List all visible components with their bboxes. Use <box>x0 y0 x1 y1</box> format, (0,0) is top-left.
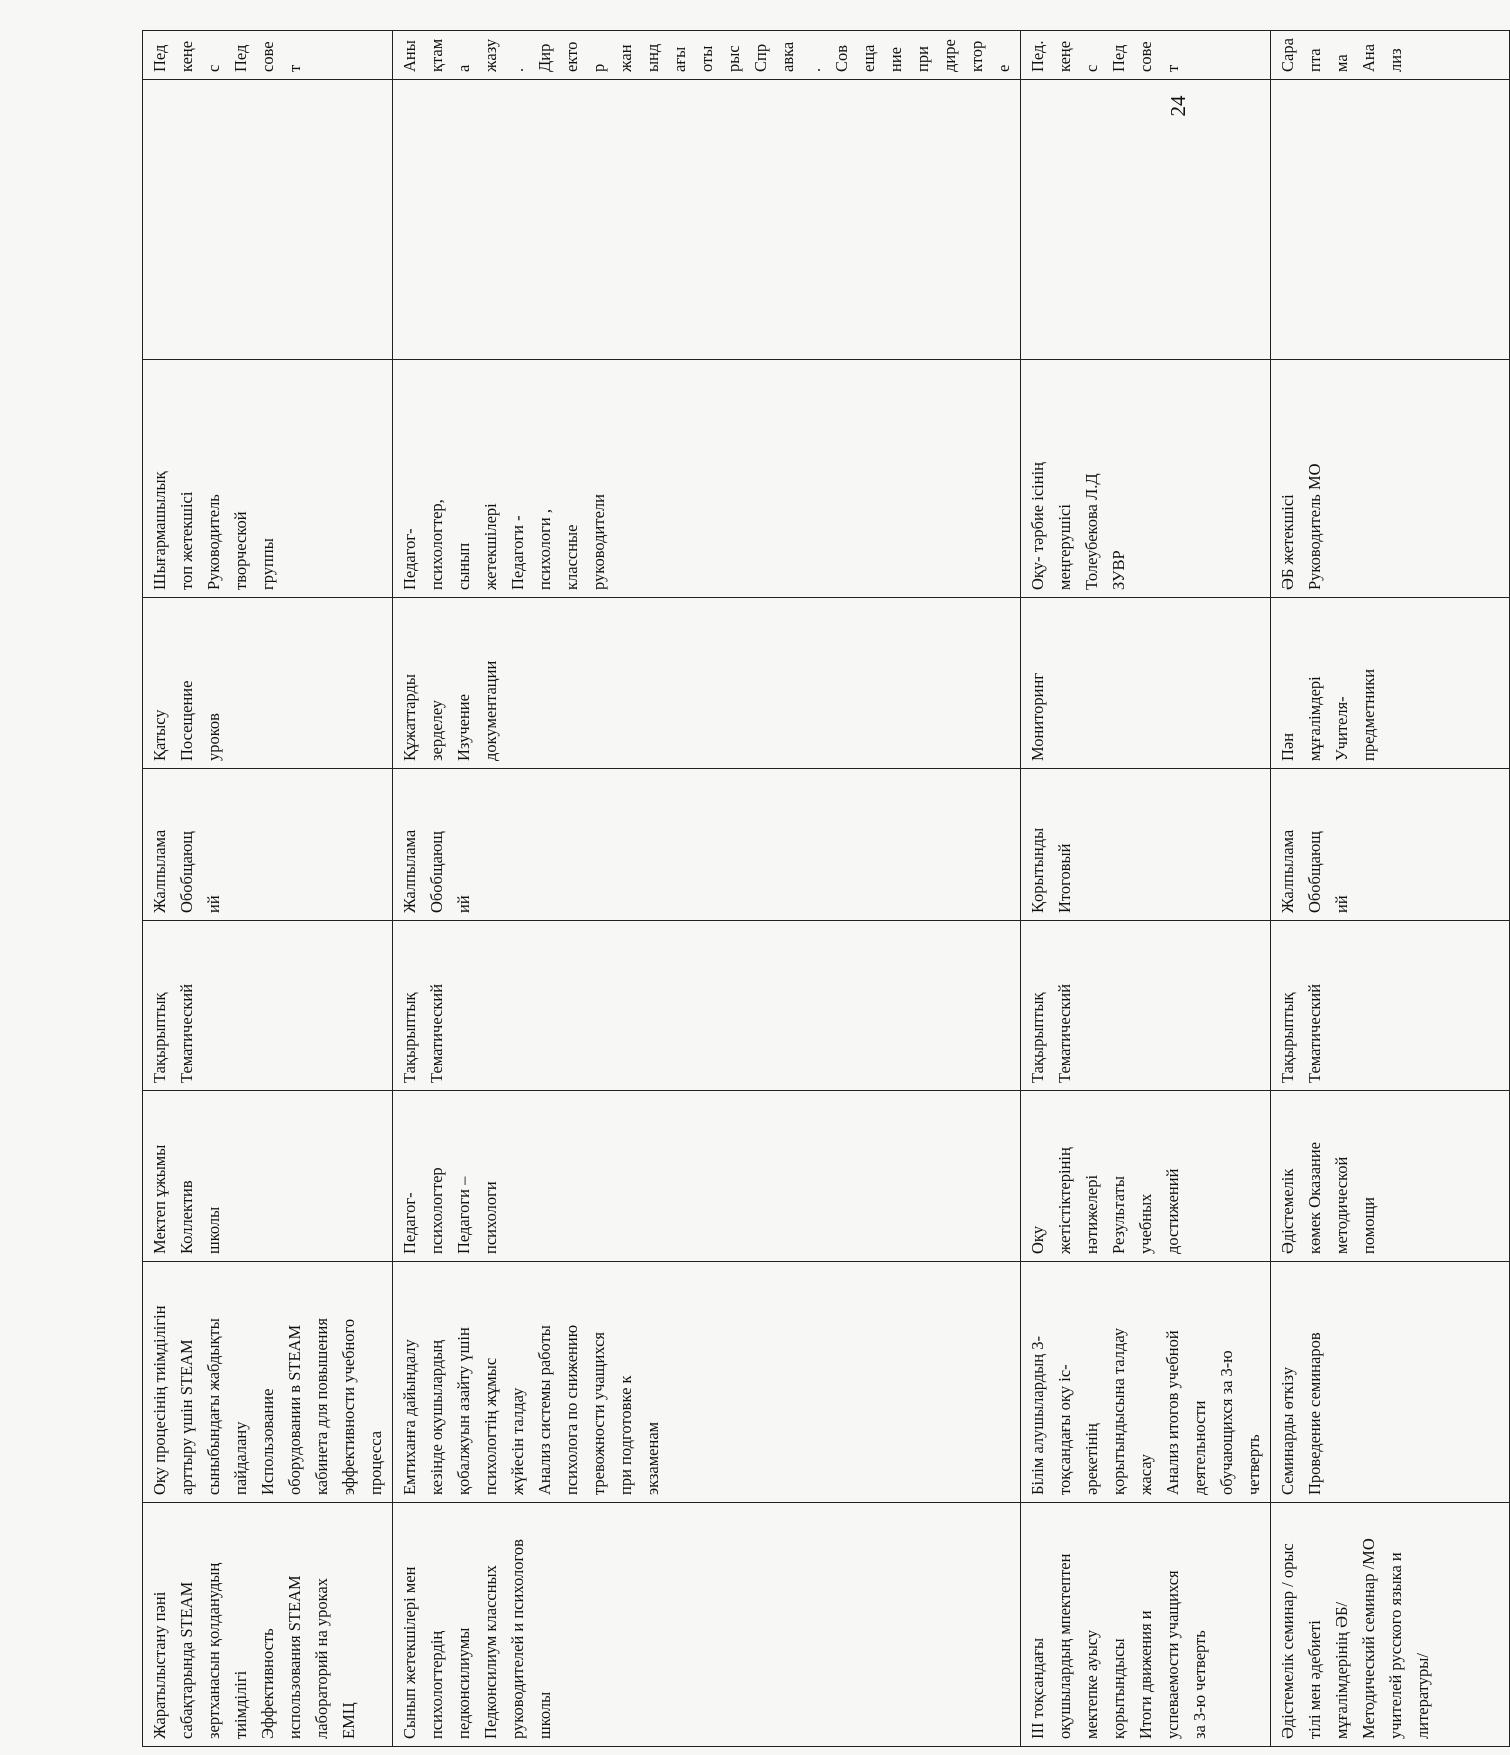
cell-text-line: Оқу- тәрбие ісінің <box>1028 462 1047 590</box>
cell-text-line: Педконсилиум классных <box>481 1565 500 1739</box>
cell-text-line: директоре <box>940 39 1013 72</box>
cell-text-line: лабораторий на уроках <box>312 1578 331 1739</box>
cell-text-line: психологи <box>481 1181 500 1254</box>
cell-text-line: Методический семинар /МО <box>1359 1538 1378 1739</box>
cell-place <box>1271 80 1510 360</box>
cell-text-line: Әдістемелік <box>1278 1168 1297 1254</box>
cell-text-line: методической <box>1332 1156 1351 1254</box>
cell-goal <box>1271 1262 1510 1503</box>
cell-text-line: Директор <box>535 41 608 72</box>
cell-type <box>1271 921 1510 1091</box>
cell-text-line: Тематический <box>1305 983 1324 1083</box>
cell-text-line: жанындағы <box>616 43 689 72</box>
cell-text-line: арттыру үшін STEAM <box>177 1339 196 1495</box>
cell-responsible <box>143 360 393 598</box>
cell-object <box>143 1091 393 1262</box>
cell-text-line: руководителей и психологов <box>508 1539 527 1739</box>
cell-text-line: психологи , <box>535 509 554 590</box>
cell-text-line: Анықтама жазу. <box>400 38 527 72</box>
cell-method <box>1021 598 1271 769</box>
cell-text-line: Тематический <box>427 983 446 1083</box>
cell-text-line: Пән <box>1278 732 1297 761</box>
cell-text-line: группы <box>258 538 277 590</box>
cell-text-line: психологтердің <box>427 1630 446 1739</box>
cell-goal <box>393 1262 1021 1503</box>
cell-text-line: Педагоги - <box>508 515 527 590</box>
cell-text-line: Оқу процесінің тиімділігін <box>150 1305 169 1495</box>
cell-topic <box>1271 1503 1510 1747</box>
cell-text-line: қорытындысы <box>1109 1638 1128 1739</box>
cell-text-line: жасау <box>1136 1454 1155 1495</box>
table-row <box>143 31 393 1747</box>
cell-text-line: обучающихся за 3-ю <box>1217 1350 1236 1495</box>
cell-text-line: пайдалану <box>231 1421 250 1495</box>
cell-text-line: зерделеу <box>427 700 446 761</box>
cell-text-line: Семинарды өткізу <box>1278 1366 1297 1495</box>
cell-text-line: Педагоги – <box>454 1176 473 1254</box>
cell-text-line: Жалпылама <box>400 829 419 913</box>
cell-text-line: жүйесін талдау <box>508 1387 527 1495</box>
cell-text-line: кезінде оқушылардың <box>427 1339 446 1495</box>
cell-text-line: Коллектив <box>177 1180 196 1254</box>
cell-text-line: Тематический <box>177 983 196 1083</box>
cell-text-line: Обобщающ <box>427 830 446 913</box>
page-number: 24 <box>1166 95 1190 117</box>
cell-text-line: Емтиханға дайындалу <box>400 1339 419 1495</box>
cell-text-line: ий <box>454 895 473 913</box>
cell-text-line: оқушылардың мпектептен <box>1055 1553 1074 1739</box>
cell-text-line: кабинета для повышения <box>312 1318 331 1495</box>
cell-text-line: четверть <box>1244 1434 1263 1495</box>
cell-text-line: Руководитель МО <box>1305 463 1324 590</box>
cell-method <box>1271 598 1510 769</box>
cell-text-line: Сараптама <box>1278 38 1351 72</box>
cell-text-line: за 3-ю четверть <box>1190 1630 1209 1739</box>
cell-text-line: использования STEAM <box>285 1575 304 1739</box>
cell-text-line: көмек Оказание <box>1305 1141 1324 1254</box>
cell-text-line: Совещание при <box>832 44 932 72</box>
cell-text-line: Қатысу <box>150 709 169 761</box>
cell-text-line: процесса <box>366 1430 385 1495</box>
cell-text-line: Жаратылыстану пәні <box>150 1591 169 1739</box>
cell-text-line: помощи <box>1359 1197 1378 1254</box>
cell-text-line: сыныбындағы жабдықты <box>204 1318 223 1495</box>
cell-place <box>1021 80 1271 360</box>
cell-text-line: Анализ системы работы <box>535 1325 554 1495</box>
cell-text-line: жетекшілері <box>481 503 500 590</box>
cell-text-line: Итоги движения и <box>1136 1610 1155 1739</box>
cell-object <box>393 1091 1021 1262</box>
cell-text-line: Тақырыптық <box>1028 992 1047 1083</box>
cell-text-line: Проведение семинаров <box>1305 1332 1324 1495</box>
cell-type <box>393 921 1021 1091</box>
cell-form <box>1271 769 1510 921</box>
cell-text-line: руководители <box>589 494 608 590</box>
cell-text-line: ӘБ жетекшісі <box>1278 494 1297 590</box>
cell-text-line: психологтің жұмыс <box>481 1357 500 1495</box>
cell-text-line: Справка. <box>751 41 824 72</box>
cell-text-line: Сынып жетекшілері мен <box>400 1566 419 1739</box>
cell-text-line: Итоговый <box>1055 843 1074 913</box>
cell-result <box>393 31 1021 80</box>
cell-form <box>393 769 1021 921</box>
cell-text-line: зертханасын қолданудың <box>204 1562 223 1739</box>
cell-text-line: тиімділігі <box>231 1670 250 1739</box>
cell-text-line: ий <box>204 895 223 913</box>
cell-text-line: ий <box>1332 895 1351 913</box>
cell-text-line: деятельности <box>1190 1400 1209 1495</box>
cell-text-line: уроков <box>204 713 223 761</box>
cell-text-line: ЗУВР <box>1109 550 1128 590</box>
cell-text-line: әрекетінің <box>1082 1423 1101 1495</box>
cell-text-line: документации <box>481 660 500 761</box>
cell-text-line: Обобщающ <box>177 830 196 913</box>
cell-text-line: психолога по снижению <box>562 1324 581 1495</box>
cell-text-line: классные <box>562 524 581 590</box>
cell-text-line: тілі мен әдебиеті <box>1305 1620 1324 1739</box>
cell-text-line: тоқсандағы оқу іс- <box>1055 1364 1074 1495</box>
cell-text-line: Использование <box>258 1388 277 1495</box>
cell-text-line: Мектеп ұжымы <box>150 1144 169 1254</box>
cell-text-line: психологтер <box>427 1167 446 1254</box>
cell-place <box>393 80 1021 360</box>
cell-topic <box>393 1503 1021 1747</box>
cell-text-line: Тематический <box>1055 983 1074 1083</box>
cell-text-line: Шығармашылық <box>150 471 169 590</box>
cell-form <box>1021 769 1271 921</box>
cell-text-line: Изучение <box>454 694 473 761</box>
cell-text-line: педконсилиумы <box>454 1627 473 1739</box>
cell-text-line: Тақырыптық <box>400 992 419 1083</box>
cell-text-line: успеваемости учащихся <box>1163 1570 1182 1739</box>
cell-text-line: Педагог- <box>400 528 419 590</box>
cell-text-line: топ жетекшісі <box>177 491 196 590</box>
cell-text-line: Пед.кеңес <box>1028 40 1101 72</box>
cell-text-line: отырыс <box>697 45 743 72</box>
cell-text-line: Қорытынды <box>1028 827 1047 913</box>
cell-text-line: школы <box>535 1691 554 1739</box>
cell-text-line: Педкеңес <box>150 40 223 72</box>
cell-result <box>1021 31 1271 80</box>
cell-text-line: меңгерушісі <box>1055 504 1074 590</box>
cell-text-line: нәтижелері <box>1082 1174 1101 1254</box>
cell-text-line: Тақырыптық <box>150 992 169 1083</box>
cell-goal <box>143 1262 393 1503</box>
cell-text-line: Педсовет <box>231 41 304 72</box>
cell-text-line: Мониторинг <box>1028 672 1047 761</box>
cell-text-line: ЕМЦ <box>339 1702 358 1739</box>
cell-topic <box>1021 1503 1271 1747</box>
cell-method <box>143 598 393 769</box>
cell-form <box>143 769 393 921</box>
cell-text-line: қорытындысына талдау <box>1109 1327 1128 1495</box>
cell-text-line: Руководитель <box>204 494 223 590</box>
cell-text-line: ІІІ тоқсандағы <box>1028 1637 1047 1739</box>
cell-text-line: Толеубекова Л.Д <box>1082 473 1101 590</box>
cell-text-line: учителей русского языка и <box>1386 1552 1405 1739</box>
cell-text-line: эффективности учебного <box>339 1318 358 1495</box>
table-row <box>1271 31 1510 1747</box>
cell-place <box>143 80 393 360</box>
cell-text-line: литературы/ <box>1413 1653 1432 1739</box>
cell-text-line: мұғалімдері <box>1305 676 1324 761</box>
cell-text-line: Оқу <box>1028 1225 1047 1254</box>
cell-text-line: Педсовет <box>1109 41 1182 72</box>
table-row <box>393 31 1021 1747</box>
table-row <box>1021 31 1271 1747</box>
cell-text-line: учебных <box>1136 1193 1155 1254</box>
cell-topic <box>143 1503 393 1747</box>
cell-text-line: Анализ итогов учебной <box>1163 1330 1182 1495</box>
cell-text-line: достижений <box>1163 1168 1182 1254</box>
cell-text-line: мектепке ауысу <box>1082 1629 1101 1739</box>
cell-text-line: творческой <box>231 511 250 590</box>
cell-responsible <box>1021 360 1271 598</box>
cell-text-line: Құжаттарды <box>400 673 419 761</box>
cell-text-line: Тақырыптық <box>1278 992 1297 1083</box>
cell-result <box>1271 31 1510 80</box>
cell-text-line: сынып <box>454 542 473 590</box>
cell-object <box>1271 1091 1510 1262</box>
cell-text-line: Жалпылама <box>150 829 169 913</box>
cell-goal <box>1021 1262 1271 1503</box>
cell-text-line: психологтер, <box>427 499 446 590</box>
cell-text-line: Обобщающ <box>1305 830 1324 913</box>
cell-text-line: школы <box>204 1206 223 1254</box>
cell-text-line: Әдістемелік семинар / орыс <box>1278 1543 1297 1739</box>
cell-result <box>143 31 393 80</box>
cell-object <box>1021 1091 1271 1262</box>
cell-text-line: Анализ <box>1359 43 1405 72</box>
cell-text-line: сабақтарында STEAM <box>177 1581 196 1739</box>
cell-type <box>143 921 393 1091</box>
cell-responsible <box>393 360 1021 598</box>
cell-text-line: экзаменам <box>643 1421 662 1495</box>
cell-text-line: предметники <box>1359 668 1378 761</box>
table-body <box>143 31 1510 1747</box>
cell-type <box>1021 921 1271 1091</box>
cell-text-line: тревожности учащихся <box>589 1332 608 1495</box>
cell-text-line: жетістіктерінің <box>1055 1147 1074 1254</box>
cell-text-line: Педагог- <box>400 1192 419 1254</box>
cell-text-line: Жалпылама <box>1278 829 1297 913</box>
cell-text-line: Білім алушылардың 3- <box>1028 1336 1047 1495</box>
cell-method <box>393 598 1021 769</box>
control-plan-table <box>142 30 1510 1747</box>
cell-text-line: Учителя- <box>1332 696 1351 761</box>
cell-text-line: қобалжуын азайту үшін <box>454 1327 473 1495</box>
cell-text-line: оборудовании в STEAM <box>285 1324 304 1495</box>
cell-text-line: при подготовке к <box>616 1375 635 1495</box>
cell-responsible <box>1271 360 1510 598</box>
cell-text-line: Результаты <box>1109 1176 1128 1254</box>
cell-text-line: Эффективность <box>258 1628 277 1739</box>
cell-text-line: мұғалімдерінің ӘБ/ <box>1332 1601 1351 1739</box>
cell-text-line: Посещение <box>177 680 196 761</box>
